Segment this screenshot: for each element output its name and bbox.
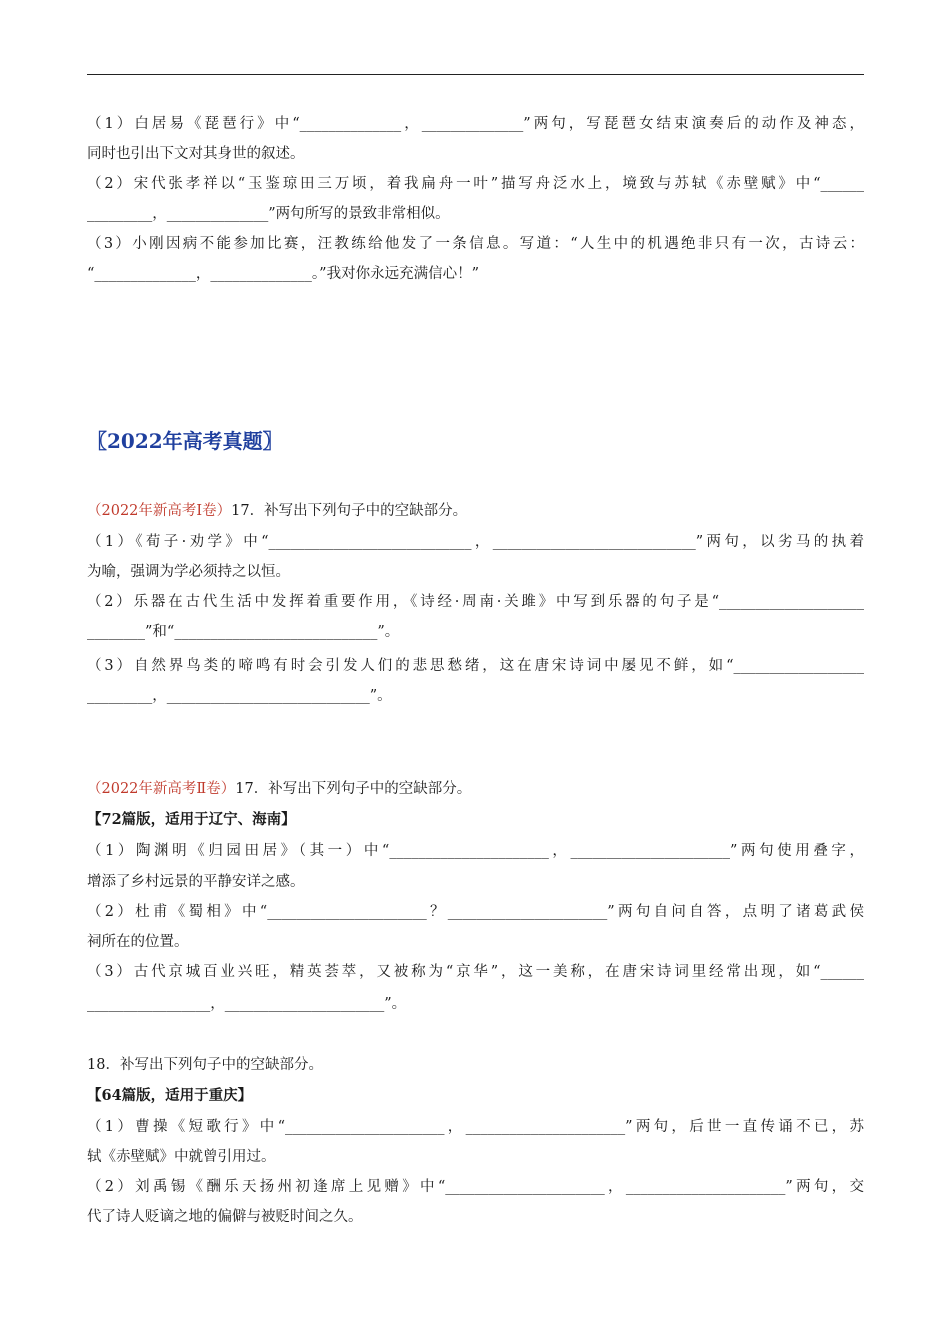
- exam-source: （2022年新高考Ⅱ卷）: [87, 781, 236, 797]
- question-2-line-1: （2）刘禹锡《酬乐天扬州初逢席上见赠》中“______________________，______________________”两句，交: [87, 1179, 864, 1195]
- edition-note: 【72篇版，适用于辽宁、海南】: [87, 811, 296, 828]
- question-3-line-1: （3）小刚因病不能参加比赛，汪教练给他发了一条信息。写道：“人生中的机遇绝非只有一次，古诗云：: [87, 236, 864, 252]
- section-heading: 〖2022年高考真题〗: [87, 429, 283, 453]
- question-1-line-2: 同时也引出下文对其身世的叙述。: [87, 146, 305, 162]
- question-2-line-2: 祠所在的位置。: [87, 934, 189, 950]
- question-stem: 17．补写出下列句子中的空缺部分。: [231, 503, 468, 519]
- question-stem: 18．补写出下列句子中的空缺部分。: [87, 1057, 323, 1073]
- question-1-line-2: 轼《赤壁赋》中就曾引用过。: [87, 1149, 276, 1165]
- question-1-line-2: 增添了乡村远景的平静安详之感。: [87, 874, 305, 890]
- question-3-line-2: “______________，______________。”我对你永远充满信心！”: [87, 266, 479, 282]
- question-3-line-2: _________________，______________________”。: [87, 996, 407, 1012]
- question-3-line-2: _________，____________________________”。: [87, 688, 392, 704]
- question-2-line-1: （2）杜甫《蜀相》中“______________________？______________________”两句自问自答，点明了诸葛武侯: [87, 904, 864, 920]
- exam-source: （2022年新高考Ⅰ卷）: [87, 503, 232, 519]
- question-1-line-2: 为喻，强调为学必须持之以恒。: [87, 564, 290, 580]
- question-3-line-1: （3）古代京城百业兴旺，精英荟萃，又被称为“京华”，这一美称，在唐宋诗词里经常出现，如“______: [87, 964, 864, 980]
- question-1-line-1: （1）曹操《短歌行》中“______________________，______________________”两句，后世一直传诵不已，苏: [87, 1119, 864, 1135]
- question-3-line-1: （3）自然界鸟类的啼鸣有时会引发人们的悲思愁绪，这在唐宋诗词中屡见不鲜，如“__________________: [87, 658, 864, 674]
- question-1-line-1: （1）白居易《琵琶行》中“______________，______________”两句，写琵琶女结束演奏后的动作及神态，: [87, 116, 864, 132]
- question-2-line-2: _________，______________”两句所写的景致非常相似。: [87, 206, 450, 222]
- header-rule: [87, 74, 864, 75]
- edition-note: 【64篇版，适用于重庆】: [87, 1087, 253, 1104]
- question-1-line-1: （1）陶渊明《归园田居》（其一）中“______________________，______________________”两句使用叠字，: [87, 843, 864, 859]
- exam-source-line: [87, 501, 864, 521]
- question-2-line-1: （2）宋代张孝祥以“玉鉴琼田三万顷，着我扁舟一叶”描写舟泛水上，境致与苏轼《赤壁赋》中“______: [87, 176, 864, 192]
- question-stem: 17．补写出下列句子中的空缺部分。: [235, 781, 472, 797]
- question-2-line-2: 代了诗人贬谪之地的偏僻与被贬时间之久。: [87, 1209, 363, 1225]
- exam-source-line: [87, 779, 864, 799]
- question-2-line-1: （2）乐器在古代生活中发挥着重要作用，《诗经·周南·关雎》中写到乐器的句子是“____________________: [87, 594, 864, 610]
- question-2-line-2: ________”和“____________________________”。: [87, 624, 400, 640]
- question-1-line-1: （1）《荀子·劝学》中“____________________________，____________________________”两句，以劣马的执着: [87, 534, 864, 550]
